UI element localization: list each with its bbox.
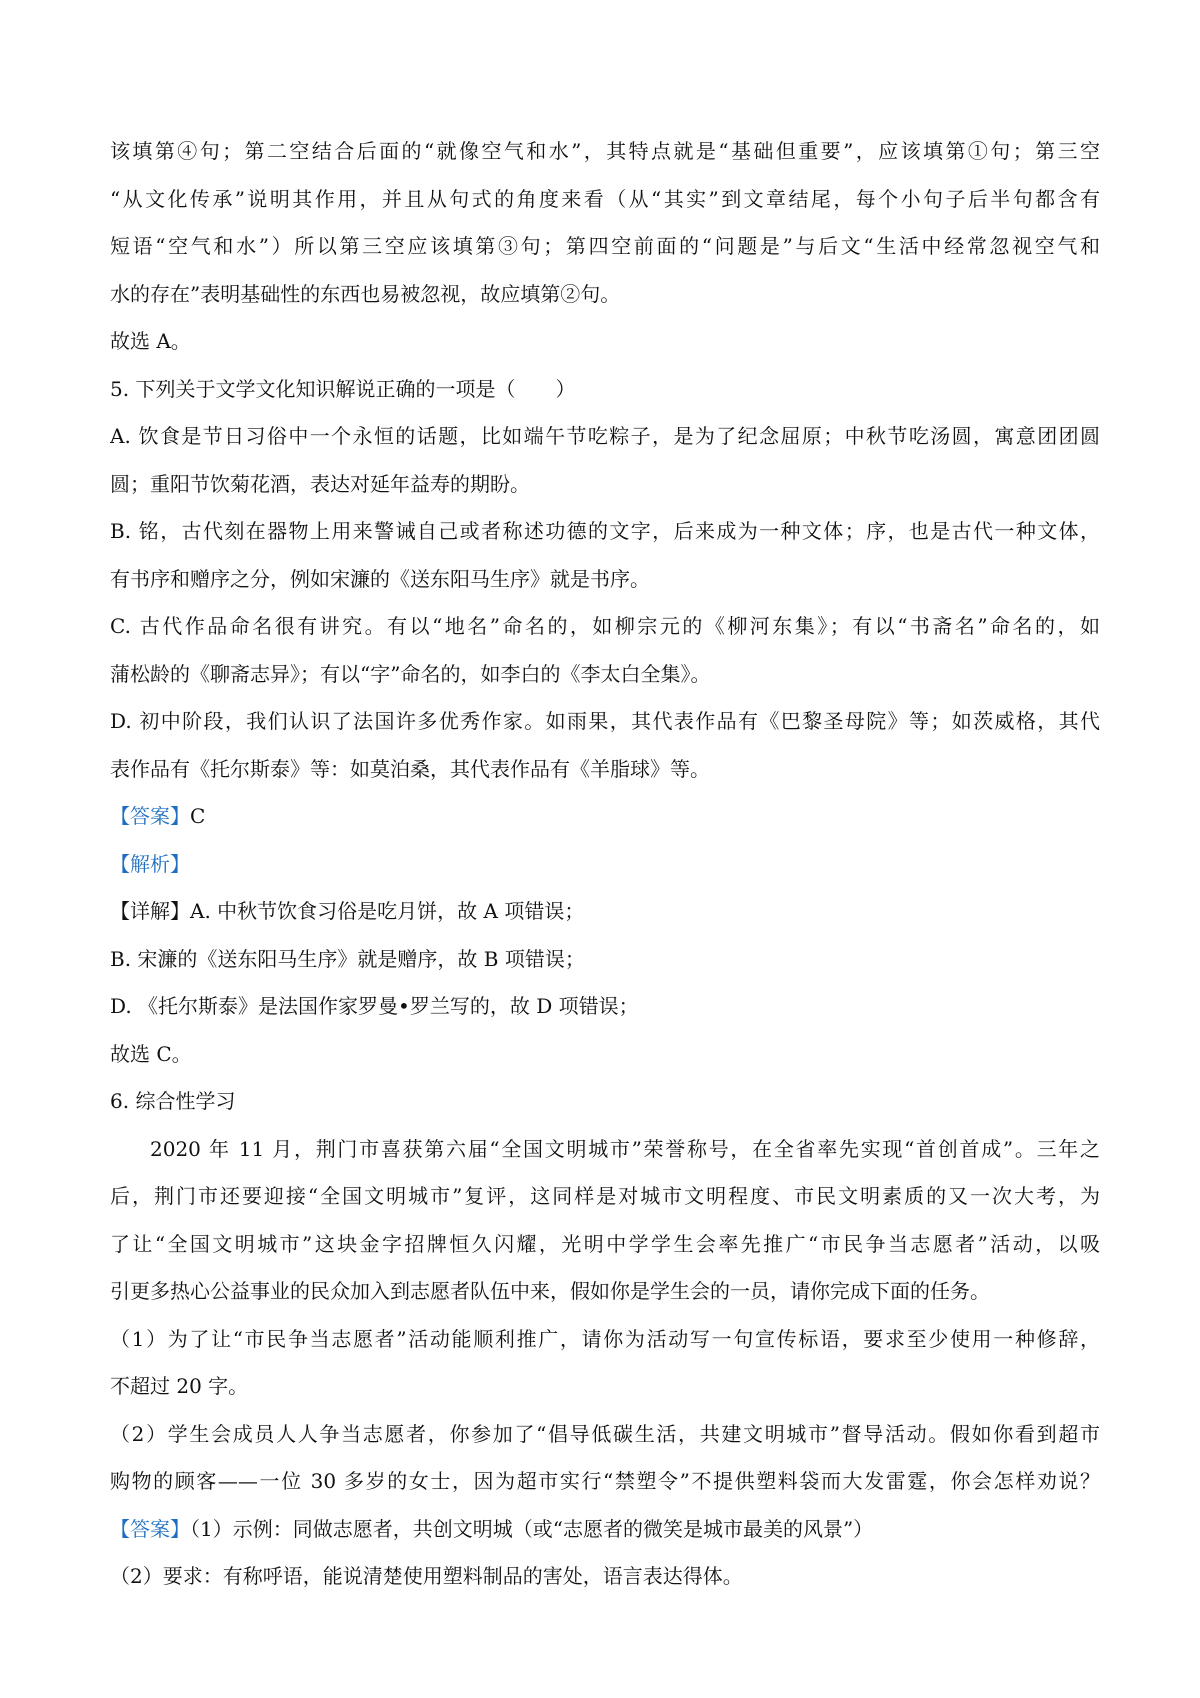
passage-line-1: 2020 年 11 月，荆门市喜获第六届“全国文明城市”荣誉称号，在全省率先实现“首创首成”。三年之 — [150, 1136, 1100, 1161]
question-6-tasks — [110, 1316, 1100, 1506]
q6-answer-line-2: （2）要求：有称呼语，能说清楚使用塑料制品的害处，语言表达得体。 — [110, 1564, 743, 1588]
question-5-line-8: D. 初中阶段，我们认识了法国许多优秀作家。如雨果，其代表作品有《巴黎圣母院》等；如茨威格，其代 — [110, 709, 1100, 733]
question-5-line-1: 5. 下列关于文学文化知识解说正确的一项是（ ） — [110, 376, 576, 401]
q5-detail-line-4: 故选 C。 — [110, 1041, 192, 1066]
q5-answer-line — [110, 793, 1100, 841]
task-line-3: （2）学生会成员人人争当志愿者，你参加了“倡导低碳生活，共建文明城市”督导活动。假如你看到超市 — [110, 1421, 1100, 1446]
question-5-line-5: 有书序和赠序之分，例如宋濂的《送东阳马生序》就是书序。 — [110, 566, 650, 591]
analysis-line-3: 短语“空气和水”）所以第三空应该填第③句；第四空前面的“问题是”与后文“生活中经常忽视空气和 — [110, 234, 1100, 258]
analysis-line-1: 该填第④句；第二空结合后面的“就像空气和水”，其特点就是“基础但重要”，应该填第①句；第三空 — [110, 139, 1100, 163]
task-line-4: 购物的顾客——一位 30 多岁的女士，因为超市实行“禁塑令”不提供塑料袋而大发雷霆，你会怎样劝说？ — [110, 1469, 1100, 1493]
question-5-line-6: C. 古代作品命名很有讲究。有以“地名”命名的，如柳宗元的《柳河东集》；有以“书斋名”命名的，如 — [110, 614, 1100, 638]
question-5-line-4: B. 铭，古代刻在器物上用来警诫自己或者称述功德的文字，后来成为一种文体；序，也是古代一种文体， — [110, 519, 1100, 543]
document-page — [110, 128, 1100, 1601]
q5-detail-line-2: B. 宋濂的《送东阳马生序》就是赠序，故 B 项错误； — [110, 946, 585, 971]
q5-detail-line-1: 【详解】A. 中秋节饮食习俗是吃月饼，故 A 项错误； — [110, 899, 585, 923]
passage-line-4: 引更多热心公益事业的民众加入到志愿者队伍中来，假如你是学生会的一员，请你完成下面的任务。 — [110, 1279, 990, 1303]
analysis-tag: 【解析】 — [110, 851, 190, 876]
q5-analysis-line — [110, 841, 1100, 889]
question-5-line-9: 表作品有《托尔斯泰》等：如莫泊桑，其代表作品有《羊脂球》等。 — [110, 756, 710, 781]
task-line-1: （1）为了让“市民争当志愿者”活动能顺利推广，请你为活动写一句宣传标语，要求至少使用一种修辞， — [110, 1326, 1100, 1351]
answer-tag-q6: 【答案】 — [110, 1516, 190, 1541]
question-5-line-7: 蒲松龄的《聊斋志异》；有以“字”命名的，如李白的《李太白全集》。 — [110, 661, 711, 686]
answer-value: C — [190, 804, 206, 828]
q5-detail-line-3: D. 《托尔斯泰》是法国作家罗曼•罗兰写的，故 D 项错误； — [110, 994, 639, 1018]
task-line-2: 不超过 20 字。 — [110, 1374, 249, 1398]
question-5-line-3: 圆；重阳节饮菊花酒，表达对延年益寿的期盼。 — [110, 471, 530, 496]
question-5-line-2: A. 饮食是节日习俗中一个永恒的话题，比如端午节吃粽子，是为了纪念屈原；中秋节吃汤圆，寓意团团圆 — [110, 424, 1100, 448]
analysis-line-5: 故选 A。 — [110, 329, 191, 353]
analysis-line-2: “从文化传承”说明其作用，并且从句式的角度来看（从“其实”到文章结尾，每个小句子后半句都含有 — [110, 186, 1100, 211]
passage-line-2: 后，荆门市还要迎接“全国文明城市”复评，这同样是对城市文明程度、市民文明素质的又一次大考，为 — [110, 1184, 1100, 1208]
q6-answer-line-1 — [110, 1506, 1100, 1554]
analysis-and-question-5 — [110, 128, 1100, 793]
question-6-passage — [110, 1126, 1100, 1316]
question-6-title: 6. 综合性学习 — [110, 1089, 236, 1113]
passage-line-3: 了让“全国文明城市”这块金字招牌恒久闪耀，光明中学学生会率先推广“市民争当志愿者”活动，以吸 — [110, 1231, 1100, 1256]
analysis-line-4: 水的存在”表明基础性的东西也易被忽视，故应填第②句。 — [110, 281, 621, 306]
q6-answer-text-1: （1）示例：同做志愿者，共创文明城（或“志愿者的微笑是城市最美的风景”） — [190, 1516, 874, 1541]
answer-tag: 【答案】 — [110, 804, 190, 828]
